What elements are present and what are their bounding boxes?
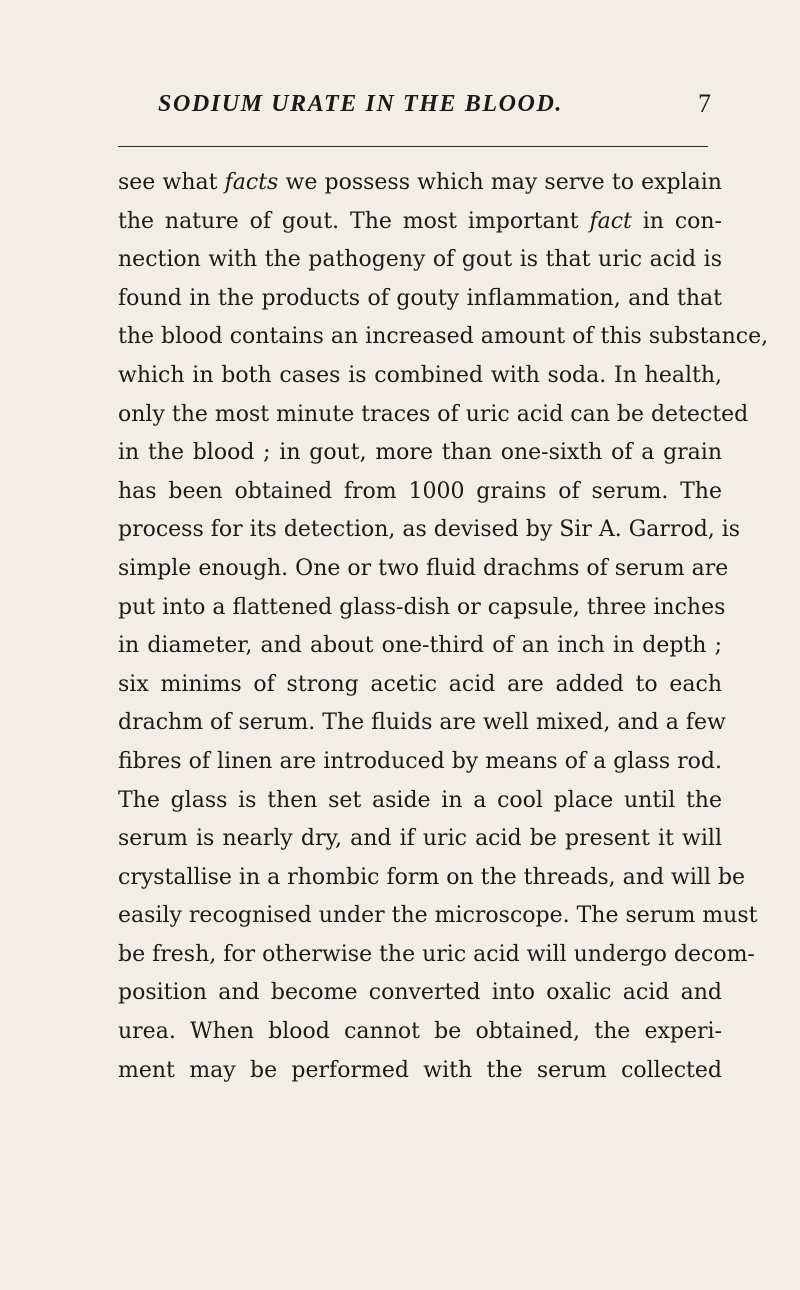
italic-word: fact	[589, 208, 632, 234]
text-line: in the blood ; in gout, more than one-sixth of a grain	[118, 440, 722, 466]
text-line: The glass is then set aside in a cool place until the	[118, 787, 722, 813]
text-line: position and become converted into oxalic acid and	[118, 980, 722, 1006]
text-line: crystallise in a rhombic form on the threads, and will be	[118, 864, 746, 890]
body-paragraph	[118, 164, 769, 1090]
text-line: six minims of strong acetic acid are added to each	[118, 671, 722, 697]
text-line: the blood contains an increased amount of this substance,	[118, 324, 769, 350]
text-line: the nature of gout. The most important fact in con-	[118, 208, 722, 234]
text-line: drachm of serum. The fluids are well mixed, and a few	[118, 710, 726, 736]
text-line: process for its detection, as devised by Sir A. Garrod, is	[118, 517, 741, 543]
text-line: ment may be performed with the serum collected	[118, 1057, 722, 1083]
text-line: see what facts we possess which may serve to explain	[118, 170, 722, 195]
text-line: put into a flattened glass-dish or capsule, three inches	[118, 594, 726, 620]
text-line: simple enough. One or two fluid drachms of serum are	[118, 555, 729, 581]
text-line: easily recognised under the microscope. The serum must	[118, 903, 758, 929]
text-line: found in the products of gouty inflammation, and that	[118, 285, 722, 311]
text-line: in diameter, and about one-third of an inch in depth ;	[118, 633, 722, 659]
page-number: 7	[698, 89, 711, 118]
text-line: has been obtained from 1000 grains of serum. The	[118, 478, 722, 504]
text-line: urea. When blood cannot be obtained, the experi-	[118, 1019, 722, 1045]
text-line: be fresh, for otherwise the uric acid will undergo decom-	[118, 941, 755, 967]
header-rule	[118, 146, 708, 147]
text-line: which in both cases is combined with soda. In health,	[118, 362, 722, 388]
text-line: only the most minute traces of uric acid can be detected	[118, 401, 749, 427]
text-line: serum is nearly dry, and if uric acid be present it will	[118, 826, 722, 852]
italic-word: facts	[224, 170, 279, 195]
text-line: fibres of linen are introduced by means of a glass rod.	[118, 748, 722, 774]
running-head-title: SODIUM URATE IN THE BLOOD.	[158, 91, 563, 117]
text-line: nection with the pathogeny of gout is that uric acid is	[118, 247, 722, 273]
